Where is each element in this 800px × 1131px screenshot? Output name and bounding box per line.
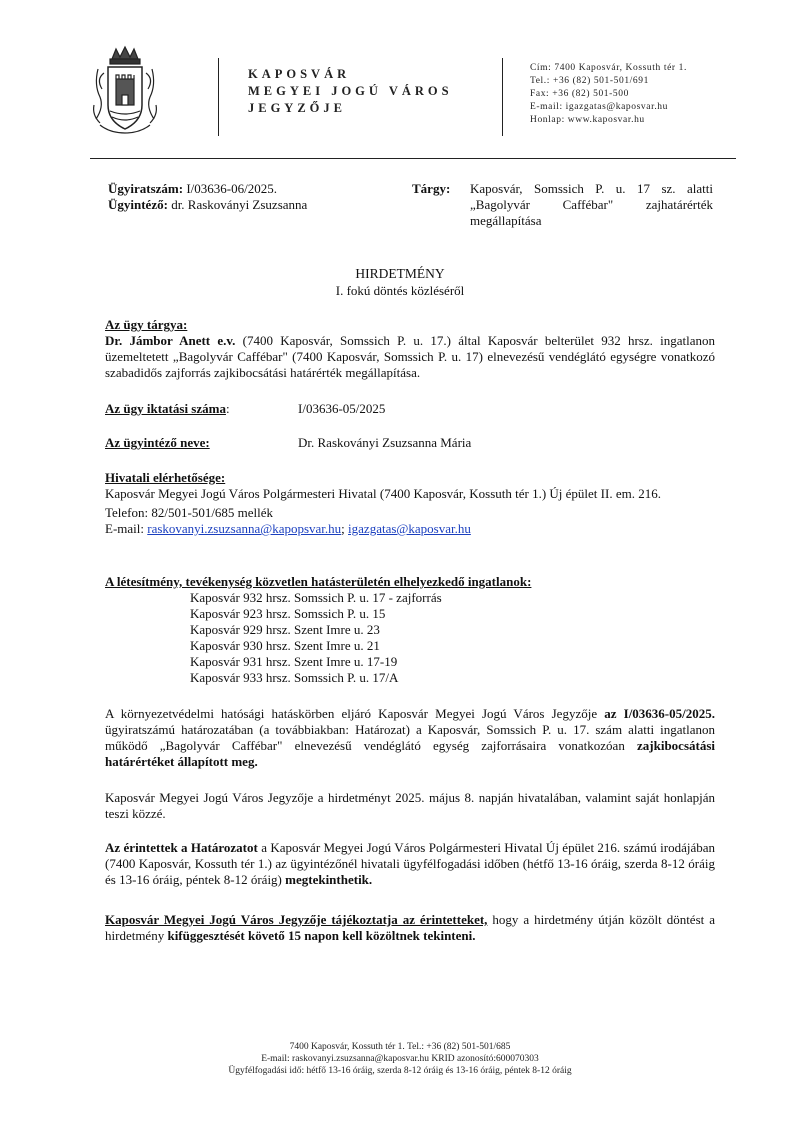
office-heading: Hivatali elérhetősége: <box>105 470 226 485</box>
document-title: HIRDETMÉNY <box>355 266 445 281</box>
subject-text <box>105 333 715 381</box>
decision-outcome: zajkibocsátási határértéket állapított meg. <box>105 738 715 769</box>
para1-text2: ügyiratszámú határozatában (a továbbiakban: Határozat) a Kaposvár, Somssich P. u. 17. szám alatti ingatlanon működő „Bagolyvár Caffébar" elnevezésű vendéglátó egység zajforrásaira vonatkozóan <box>105 722 715 753</box>
document-subtitle: I. fokú döntés közléséről <box>335 283 465 298</box>
header-divider-left <box>218 58 219 136</box>
page-footer <box>0 1041 800 1077</box>
subject-line: megállapítása <box>470 213 542 228</box>
properties-heading: A létesítmény, tevékenység közvetlen hatásterületén elhelyezkedő ingatlanok: <box>105 574 532 589</box>
list-item: Kaposvár 923 hrsz. Somssich P. u. 15 <box>190 606 386 621</box>
officer-row <box>105 435 715 451</box>
list-item: Kaposvár 929 hrsz. Szent Imre u. 23 <box>190 622 380 637</box>
officer-label: Ügyintéző: <box>108 197 168 212</box>
para1-text1: A környezetvédelmi hatósági hatáskörben eljáró Kaposvár Megyei Jogú Város Jegyzője <box>105 706 605 721</box>
para3-bold2: megtekinthetik. <box>285 872 373 887</box>
case-number-value: I/03636-06/2025. <box>183 181 277 196</box>
para4-bold-underlined: Kaposvár Megyei Jogú Város Jegyzője tájékoztatja az érintetteket, <box>105 912 488 927</box>
list-item: Kaposvár 931 hrsz. Szent Imre u. 17-19 <box>190 654 398 669</box>
subject-line: Kaposvár, Somssich P. u. 17 sz. alatti <box>470 181 713 196</box>
decision-paragraph <box>105 706 715 770</box>
list-item: Kaposvár 933 hrsz. Somssich P. u. 17/A <box>190 670 399 685</box>
applicant-name: Dr. Jámbor Anett e.v. <box>105 333 236 348</box>
officer-name-value: Dr. Raskoványi Zsuzsanna Mária <box>298 435 472 450</box>
decision-number: az I/03636-05/2025. <box>604 706 715 721</box>
office-section <box>105 470 715 537</box>
para4-text: hogy a hirdetmény útján közölt döntést a hirdetmény <box>105 912 715 943</box>
filing-colon: : <box>225 401 230 416</box>
organization-name <box>248 66 453 117</box>
contact-website: Honlap: www.kaposvar.hu <box>530 115 645 125</box>
filing-value: I/03636-05/2025 <box>298 401 386 416</box>
para3-text: a Kaposvár Megyei Jogú Város Polgármesteri Hivatal Új épület 216. számú irodájában (7400 Kaposvár, Kossuth tér 1.) az ügyintézőnél hivatali ügyfélfogadási időben (hétfő 13-16 óráig, szerda 8-12 óráig és 13-16 óráig, péntek 8-12 óráig) <box>105 840 716 887</box>
subject-description: (7400 Kaposvár, Somssich P. u. 17.) által Kaposvár belterület 932 hrsz. ingatlanon üzemeltetett „Bagolyvár Caffébar" (7400 Kaposvár, Somssich P. u. 17) elnevezésű vendéglátó egységre vonatkozó szabadidős zajforrás zajkibocsátási határérték megállapítása. <box>105 333 715 380</box>
contact-block <box>530 62 687 127</box>
contact-address: Cím: 7400 Kaposvár, Kossuth tér 1. <box>530 63 687 73</box>
subject-heading: Az ügy tárgya: <box>105 317 188 332</box>
filing-row <box>105 401 715 417</box>
subject-value <box>470 181 713 229</box>
case-meta <box>108 181 408 213</box>
inspection-paragraph <box>105 840 715 888</box>
filing-label: Az ügy iktatási száma <box>105 401 226 416</box>
contact-fax: Fax: +36 (82) 501-500 <box>530 89 629 99</box>
footer-line: E-mail: raskovanyi.zsuzsanna@kaposvar.hu KRID azonosító:600070303 <box>261 1054 539 1064</box>
para3-bold1: Az érintettek a Határozatot <box>105 840 258 855</box>
contact-phone: Tel.: +36 (82) 501-501/691 <box>530 76 649 86</box>
case-number-label: Ügyiratszám: <box>108 181 184 196</box>
footer-line: 7400 Kaposvár, Kossuth tér 1. Tel.: +36 (82) 501-501/685 <box>289 1042 511 1052</box>
list-item: Kaposvár 930 hrsz. Szent Imre u. 21 <box>190 638 380 653</box>
office-address: Kaposvár Megyei Jogú Város Polgármesteri Hivatal (7400 Kaposvár, Kossuth tér 1.) Új épület II. em. 216. <box>105 486 661 501</box>
office-email-label: E-mail: <box>105 521 148 536</box>
subject-section <box>105 317 715 381</box>
officer-email-link[interactable]: raskovanyi.zsuzsanna@kapopsvar.hu <box>147 521 342 536</box>
officer-value: dr. Raskoványi Zsuzsanna <box>167 197 308 212</box>
email-separator: ; <box>341 521 349 536</box>
para4-bold: kifüggesztését követő 15 napon kell közöltnek tekinteni. <box>167 928 476 943</box>
header-rule <box>90 158 736 159</box>
officer-name-label: Az ügyintéző neve: <box>105 435 210 450</box>
org-line: KAPOSVÁR <box>248 67 351 81</box>
properties-section <box>105 574 725 686</box>
office-phone: Telefon: 82/501-501/685 mellék <box>105 505 274 520</box>
footer-line: Ügyfélfogadási idő: hétfő 13-16 óráig, szerda 8-12 óráig és 13-16 óráig, péntek 8-12 óráig <box>228 1066 572 1076</box>
list-item: Kaposvár 932 hrsz. Somssich P. u. 17 - zajforrás <box>190 590 442 605</box>
office-email-row <box>105 521 715 537</box>
properties-list <box>190 590 725 686</box>
subject-label: Tárgy: <box>412 181 451 196</box>
subject-line: „Bagolyvár Caffébar" zajhatárérték <box>470 197 713 212</box>
org-line: MEGYEI JOGÚ VÁROS <box>248 84 453 98</box>
coat-of-arms-logo <box>90 45 160 137</box>
notice-paragraph <box>105 912 715 944</box>
org-line: JEGYZŐJE <box>248 101 346 115</box>
contact-email: E-mail: igazgatas@kaposvar.hu <box>530 102 669 112</box>
header-divider-right <box>502 58 503 136</box>
general-email-link[interactable]: igazgatas@kaposvar.hu <box>348 521 471 536</box>
publication-paragraph: Kaposvár Megyei Jogú Város Jegyzője a hirdetményt 2025. május 8. napján hivatalában, valamint saját honlapján teszi közzé. <box>105 790 715 821</box>
